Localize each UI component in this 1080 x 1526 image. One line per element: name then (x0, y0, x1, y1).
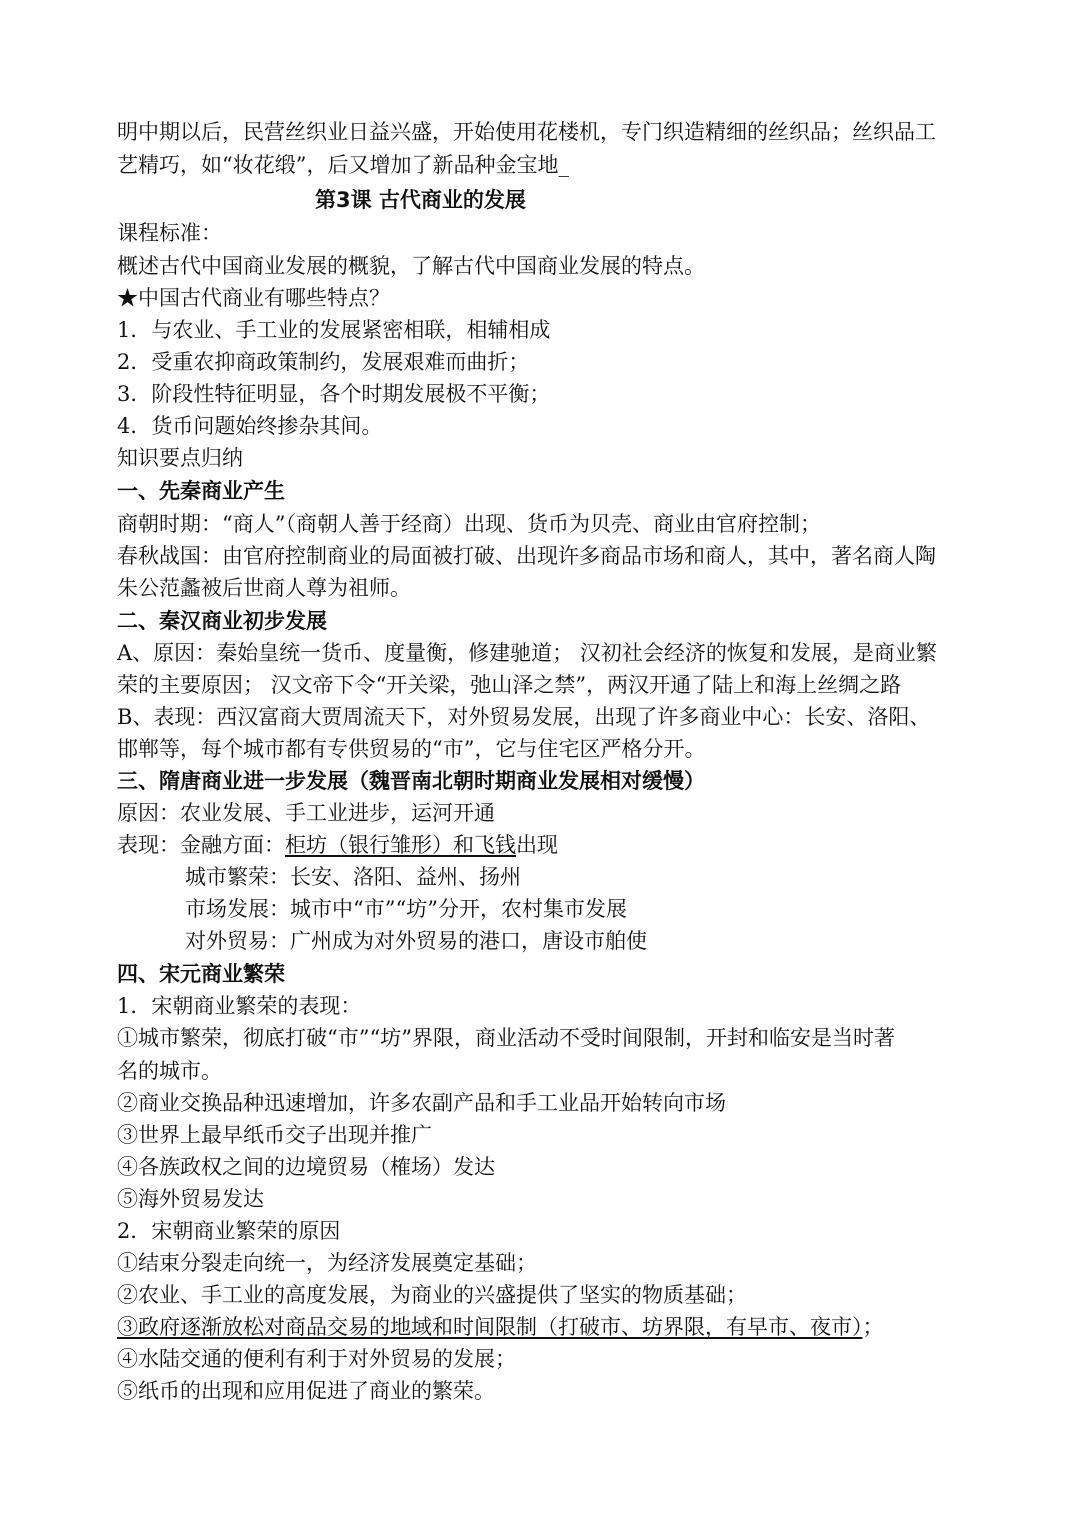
underlined-text: 柜坊（银行雏形）和飞钱 (285, 833, 516, 857)
text-line: ⑤海外贸易发达 (117, 1187, 264, 1211)
text-line: 城市繁荣：长安、洛阳、益州、扬州 (185, 865, 521, 889)
text-line: 市场发展：城市中“市”“坊”分开，农村集市发展 (185, 897, 627, 921)
section-heading: 一、先秦商业产生 (117, 479, 285, 503)
text-line: 明中期以后，民营丝织业日益兴盛，开始使用花楼机，专门织造精细的丝织品；丝织品工 (117, 120, 936, 144)
text-line (117, 835, 558, 856)
text-line: ④各族政权之间的边境贸易（榷场）发达 (117, 1155, 495, 1179)
text-line: 对外贸易：广州成为对外贸易的港口，唐设市舶使 (185, 929, 647, 953)
text-segment: ； (862, 1315, 884, 1339)
text-line: 原因：农业发展、手工业进步，运河开通 (117, 801, 495, 825)
text-line: ⑤纸币的出现和应用促进了商业的繁荣。 (117, 1379, 495, 1403)
text-line: 知识要点归纳 (117, 446, 243, 470)
text-line: 4．货币问题始终掺杂其间。 (117, 414, 383, 438)
text-line: 名的城市。 (117, 1059, 222, 1083)
text-line: 2．宋朝商业繁荣的原因 (117, 1219, 341, 1243)
underlined-text: ③政府逐渐放松对商品交易的地域和时间限制（打破市、坊界限，有早市、夜市） (117, 1315, 863, 1339)
text-line: 课程标准： (117, 221, 222, 245)
text-line: A、原因：秦始皇统一货币、度量衡，修建驰道； 汉初社会经济的恢复和发展，是商业繁 (117, 641, 937, 665)
text-line: 春秋战国：由官府控制商业的局面被打破、出现许多商品市场和商人，其中，著名商人陶 (117, 544, 936, 568)
section-heading: 四、宋元商业繁荣 (117, 962, 285, 986)
text-line: B、表现：西汉富商大贾周流天下，对外贸易发展，出现了许多商业中心：长安、洛阳、 (117, 705, 931, 729)
text-line: ④水陆交通的便利有利于对外贸易的发展； (117, 1347, 516, 1371)
text-segment: 出现 (516, 833, 558, 857)
text-line: ①城市繁荣，彻底打破“市”“坊”界限，商业活动不受时间限制，开封和临安是当时著 (117, 1026, 895, 1050)
text-segment: 表现：金融方面： (117, 833, 285, 857)
text-line: 荣的主要原因； 汉文帝下令“开关梁，弛山泽之禁”，两汉开通了陆上和海上丝绸之路 (117, 673, 902, 697)
text-line: ★中国古代商业有哪些特点？ (117, 286, 390, 310)
text-line: 1．宋朝商业繁荣的表现： (117, 994, 362, 1018)
text-line: 2．受重农抑商政策制约，发展艰难而曲折； (117, 350, 530, 374)
text-line: ②商业交换品种迅速增加，许多农副产品和手工业品开始转向市场 (117, 1091, 726, 1115)
text-line: 朱公范蠡被后世商人尊为祖师。 (117, 576, 411, 600)
lesson-title: 第3课 古代商业的发展 (315, 188, 526, 212)
text-line: ①结束分裂走向统一，为经济发展奠定基础； (117, 1251, 537, 1275)
text-line: 1．与农业、手工业的发展紧密相联，相辅相成 (117, 318, 551, 342)
text-line (117, 1317, 884, 1338)
section-heading: 三、隋唐商业进一步发展（魏晋南北朝时期商业发展相对缓慢） (117, 769, 705, 793)
section-heading: 二、秦汉商业初步发展 (117, 609, 327, 633)
text-line: 商朝时期：“商人”（商朝人善于经商）出现、货币为贝壳、商业由官府控制； (117, 512, 821, 536)
text-line: 邯郸等，每个城市都有专供贸易的“市”，它与住宅区严格分开。 (117, 737, 706, 761)
text-line: 概述古代中国商业发展的概貌，了解古代中国商业发展的特点。 (117, 254, 705, 278)
text-line: 3．阶段性特征明显，各个时期发展极不平衡； (117, 382, 551, 406)
text-line: ②农业、手工业的高度发展，为商业的兴盛提供了坚实的物质基础； (117, 1283, 747, 1307)
text-line: 艺精巧，如“妆花缎”，后又增加了新品种金宝地_ (117, 153, 569, 177)
text-line: ③世界上最早纸币交子出现并推广 (117, 1123, 432, 1147)
